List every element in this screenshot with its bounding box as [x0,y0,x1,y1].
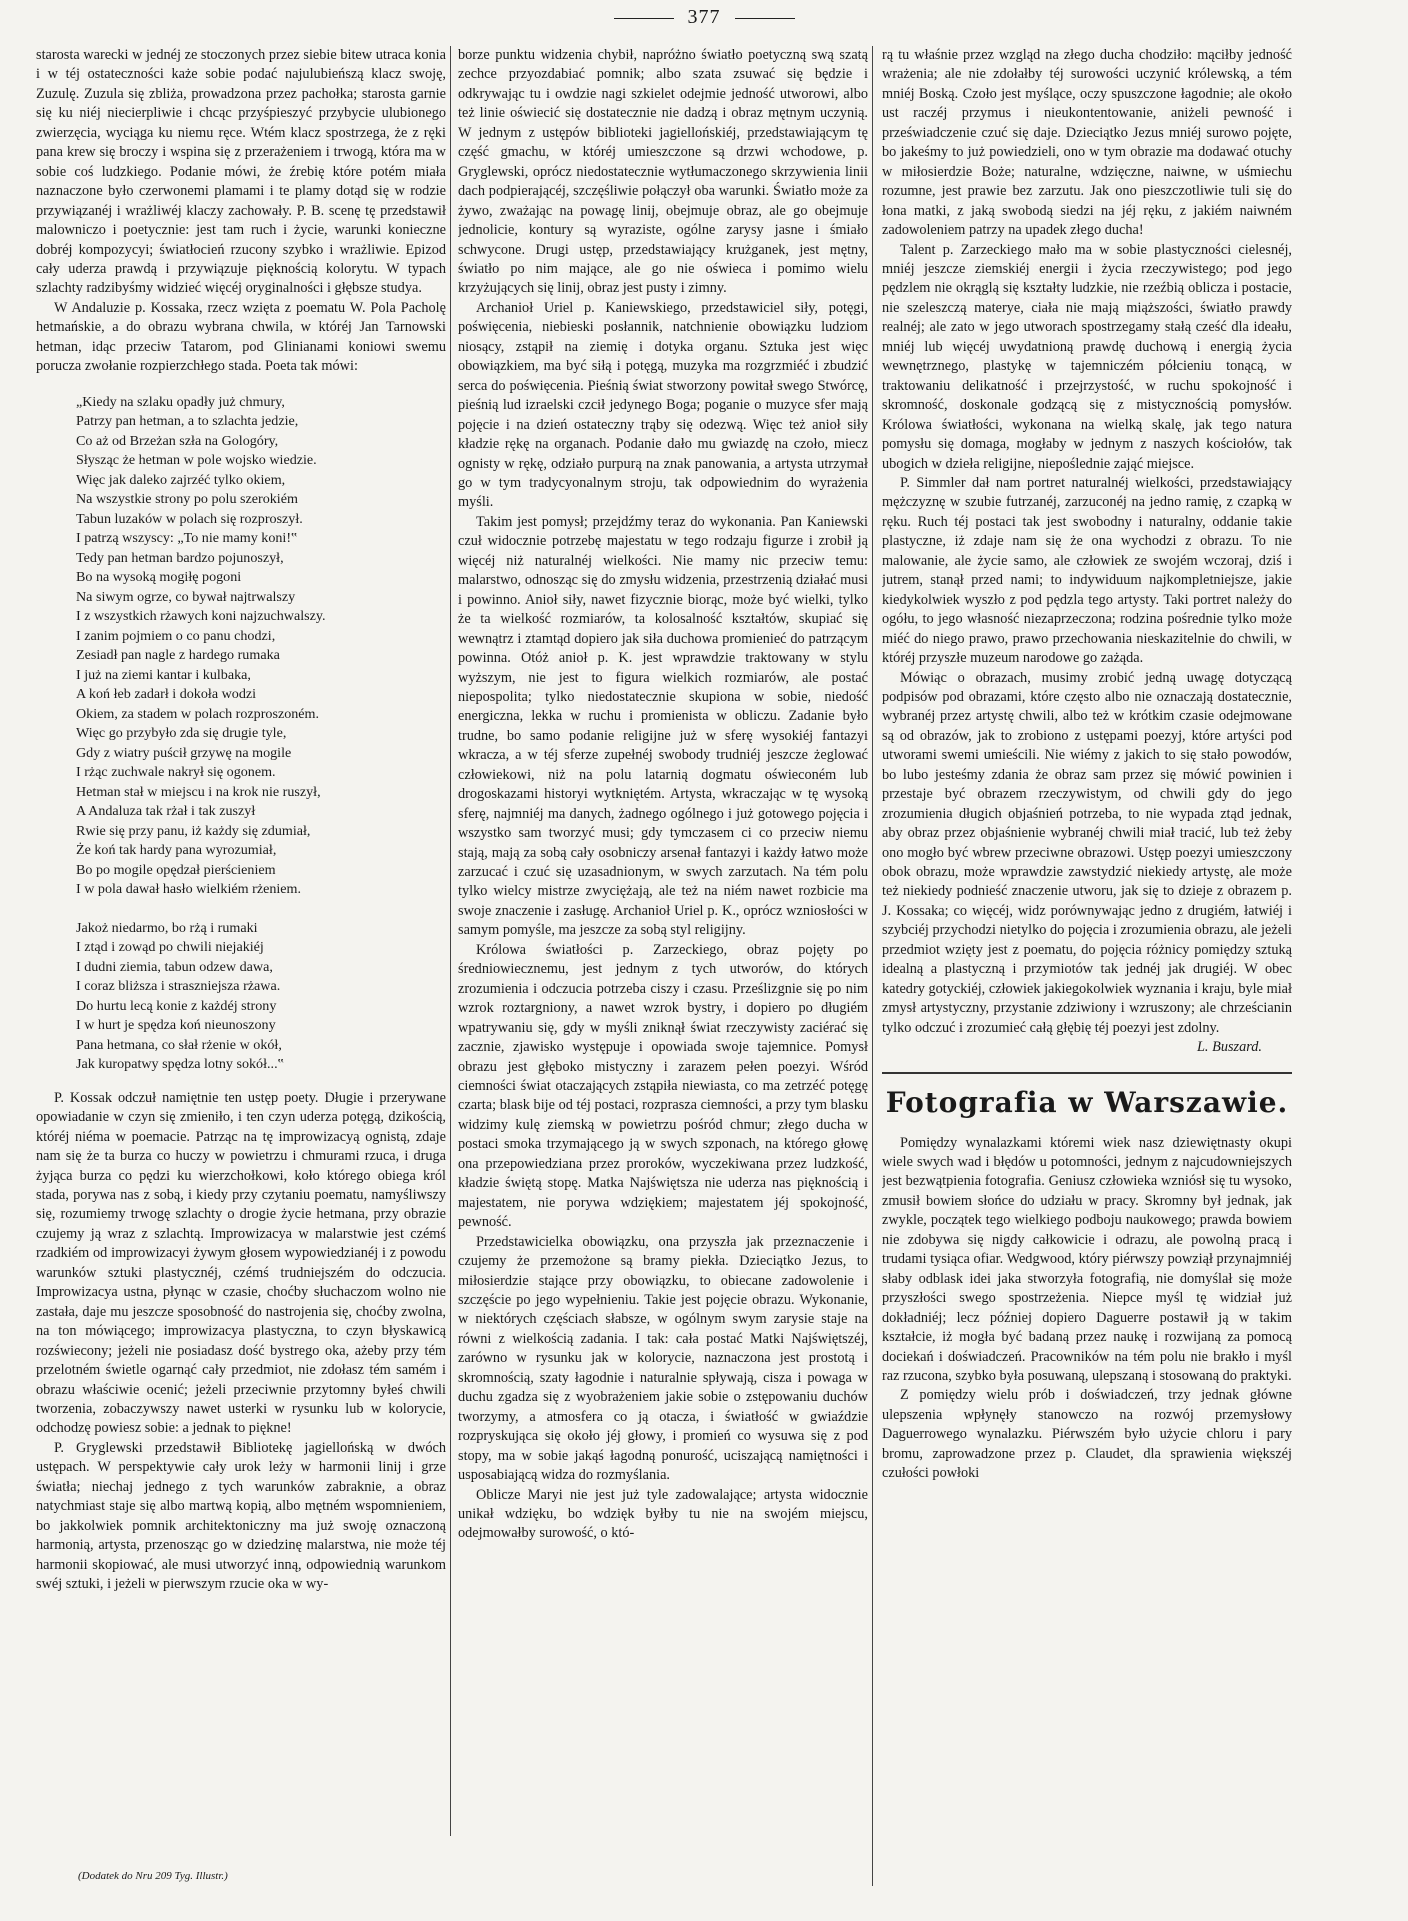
column-divider [872,46,873,1886]
poem-line: A koń łeb zadarł i dokoła wodzi [76,686,257,703]
paragraph: Mówiąc o obrazach, musimy zrobić jedną uwagę dotyczącą podpisów pod obrazami, które często albo nie oznaczają dostatecznie, wybranéj przez artystę chwili, albo też w krótkim czasie odejmowane są od obrazów, jak to zrobiono z ustępami poezyj, które artyści pod utworami swemi umieścili. Nie wiémy z jakich to się stało powodów, bo lubo jesteśmy zdania że obraz sam przez się mówić powinien i przestaje być obrazem rzeczywistym, od chwili gdy do jego zrozumienia długich objaśnień potrzeba, to nie wypada ztąd jednak, aby obraz przez objaśnienie wybranéj chwili miał tracić, lub też żeby ono mogło być wbrew przeciwne obrazowi. Ustęp poezyi umieszczony obok obrazu, może wprawdzie zawstydzić niekiedy artystę, ale może też niekiedy podnieść znaczenie utworu, jak się to dzieje z obrazem p. J. Kossaka; co więcéj, widz porównywając jedno z drugiém, łatwiéj i szybciéj przychodzi nietylko do pojęcia i zrozumienia obrazu, ale jeżeli przedmiot wzięty jest z poematu, do pojęcia różnicy pomiędzy sztuką idealną a plastyczną i przymiotów tak jednéj jak drugiéj. W obec katedry gotyckiéj, człowiek jakiegokolwiek wyznania i kraju, byle miał zmysł artystyczny, przystanie zdziwiony i wzruszony; ale chrześcianin tylko odczuć i zrozumieć całą głębię téj poezyi jest zdolny. [882,669,1292,1036]
poem-line: Tabun luzaków w polach się rozproszył. [76,510,303,527]
poem-line: Okiem, za stadem w polach rozproszoném. [76,705,320,722]
poem-line: Co aż od Brzeżan szła na Gologóry, [76,432,279,449]
paragraph: P. Gryglewski przedstawił Bibliotekę jagiellońską w dwóch ustępach. W perspektywie cały urok leży w harmonii linij i grze światła; niechaj jednego z tych warunków zabraknie, a obraz natychmiast staje się albo martwą kopią, albo mętném wspomnieniem, bo jakkolwiek pomnik architektoniczny ma już swoję oznaczoną harmonią, artysta, przenosząc go w dziedzinę malarstwa, nie może téj harmonii skopiować, ale musi utworzyć inną, odpowiednią warunkom swéj sztuki, i jeżeli w pierwszym rzucie oka w wy- [36,1439,446,1593]
paragraph: P. Kossak odczuł namiętnie ten ustęp poety. Długie i przerywane opowiadanie w czyn się zmieniło, i ten czyn uderza potęgą, dzikością, któréj niéma w poemacie. Patrząc na tę improwizacyą ognistą, zdaje nam się że ta burza co huczy w powietrzu i chmurami rzuca, i druga żyjąca burza co pędzi ku wierzchołkowi, koło którego obiega król stada, porywa nas z sobą, i kiedy przy czytaniu poematu, namyśliwszy się, rozumiemy trwogę szlachty o drogie życie hetmana, przy obrazie czujemy ją wraz z szlachtą. Improwizacya w malarstwie jest czémś rzadkiém od improwizacyi żywym głosem wypowiedzianéj i z powodu warunków sztuki plastycznéj, czémś trudniejszém do odczucia. Improwizacya ustna, płynąc w czasie, choćby słuchaczom wolno nie zastała, daje mu jeszcze sposobność do nastrojenia się, choćby zwolna, na ton mówiącego; improwizacya plastyczna, to czyn błyskawicą rozświecony; jeżeli nie posiadasz dość bystrego oka, ażeby przy tém przelotném świetle ogarnąć cały przedmiot, nie zdołasz tém samém i obrazu właściwie ocenić; jeżeli przeciwnie przytomny byłeś chwili tworzenia, zobaczywszy nawet usterki w rysunku lub w kolorycie, odchodzę powiesz sobie: a jednak to piękne! [36,1089,446,1437]
paragraph: Pomiędzy wynalazkami któremi wiek nasz dziewiętnasty okupi wiele swych wad i błędów u potomności, jednym z najcudowniejszych jest bezwątpienia fotografia. Geniusz człowieka wzniósł się tu wysoko, zmusił bowiem słońce do udziału w pracy. Skromny był jednak, jak zwykle, początek tego wielkiego podboju naukowego; prawda bowiem nie zdobywa się nigdy całkowicie i odrazu, ale powolną pracą i trudami tysiąca ofiar. Wedgwood, który piérwszy powziął przynajmniéj słaby odblask idei jaka stworzyła fotografią, nie domyślał się może przyszłości swego spostrzeżenia. Niepce myśl tę widział już dokładniéj; lecz później dopiero Daguerre postawił ją w takim kształcie, iż mogła być badaną przez naukę i rozwijaną za pomocą dociekań i doświadczeń. Pracowników na tém polu nie brakło i myśl raz rzucona, szybko była posuwaną, ulepszaną i stosowaną do praktyki. [882,1134,1292,1384]
poem-line: Zesiadł pan nagle z hardego rumaka [76,647,280,664]
poem-line: „Kiedy na szlaku opadły już chmury, [76,393,285,410]
poem-line: Że koń tak hardy pana wyrozumiał, [76,842,277,859]
poem-line: Słysząc że hetman w pole wojsko wiedzie. [76,452,317,469]
paragraph: Królowa światłości p. Zarzeckiego, obraz pojęty po średniowiecznemu, jest jednym z tych utworów, do których zrozumienia i odczucia potrzeba ciszy i czasu. Prześlizgnie się po nim wzrok roztargniony, a nawet wzrok bystry, i dopiero po długiém wpatrywaniu się, gdy w myśli zniknął świat rzeczywisty zaciérać się zacznie, zjawisko występuje i opowiada swoje tajemnice. Pomysł obrazu jest głęboko mistyczny i zarazem pełen poezyi. Wśród ciemności świat otaczających zstąpiła niewiasta, co ma zetrzéć potęgę czarta; blask bije od téj postaci, rozprasza ciemności, a przy tym blasku widzimy kulę ziemską w powietrzu pośród chmur; złego ducha w postaci smoka trzymającego ją w swych szponach, na którego głowę ona przepowiedziana przez proroków, wyczekiwana przez ludzkość, kładzie świętą stopę. Matka Najświętsza nie uderza nas pięknością i majestatem, nie porywa wdziękiem; majestatem jéj spokojność, pewność. [458,941,868,1231]
stanza-break [76,900,446,919]
poem-line: Więc go przybyło zda się drugie tyle, [76,725,287,742]
poem-line: Na siwym ogrze, co bywał najtrwalszy [76,588,296,605]
poem-line: I ztąd i zowąd po chwili niejakiéj [76,939,264,956]
poem-line: Więc jak daleko zajrzéć tylko okiem, [76,471,286,488]
poem-line: Do hurtu lecą konie z każdéj strony [76,997,277,1014]
paragraph: Archanioł Uriel p. Kaniewskiego, przedstawiciel siły, potęgi, poświęcenia, niebieski posłannik, natchnienie obowiązku ludziom niosący, zstąpił na ziemię i dotyka organu. Sztuka jest więc obowiązkiem, ma być siłą i potęgą, muzyka ma rozgrzmiéć i zbudzić serca do poświęcenia. Pieśnią świat stworzony powitał swego Stwórcę, pieśnią lud izraelski czcił jedynego Boga; poganie o muzyce sfer mają pojęcie i na dzień ostateczny trąby się odezwą. Więc też anioł siły kładzie rękę na organach. Podanie dało mu gwiazdę na czoło, miecz ognisty w rękę, odziało purpurą na znak panowania, a artysta utrzymał go w tym tradycyonalnym stroju, tak odpowiednim do wyrażenia myśli. [458,299,868,511]
poem-line: Gdy z wiatry puścił grzywę na mogile [76,744,292,761]
text-column-3 [882,46,1292,1886]
poem-line: I w hurt je spędza koń nieunoszony [76,1017,276,1034]
poem-line: Jakoż niedarmo, bo rżą i rumaki [76,919,258,936]
article-author: L. Buszard. [1196,1039,1262,1056]
paragraph: borze punktu widzenia chybił, napróżno światło poetyczną swą szatą zechce przyozdabiać pomnik; albo szata zsuwać się będzie i odkrywając tu i owdzie nagi szkielet odejmie jedność utworowi, albo też linie oświecić się dostatecznie nie dadzą i obraz mętnym uczynią. W jednym z ustępów biblioteki jagiellońskiéj, przedstawiającym tę część gmachu, w któréj umieszczone są drzwi wchodowe, p. Gryglewski, oprócz niedostatecznie wytłumaczonego skrzywienia linii dach podpierającéj, szczęśliwie połączył oba warunki. Światło może za żywo, zważając na powagę linij, obejmuje obraz, ale go obejmuje jednolicie, kontury są wyraziste, ogólne zarysy jasne i śmiało schwycone. Drugi ustęp, przedstawiający krużganek, jest mętny, światło po nim mające, ale go nie oświeca i pomimo wielu krzyżujących się linij, obraz jest pusty i zimny. [458,47,868,297]
poem-line: I coraz bliższa i straszniejsza rżawa. [76,978,281,995]
text-column-1 [36,46,446,1826]
column-divider [450,46,451,1836]
poem-line: Rwie się przy panu, iż każdy się zdumiał, [76,822,311,839]
paragraph: Oblicze Maryi nie jest już tyle zadowalające; artysta widocznie unikał wdzięku, bo wdzięk byłby tu nie na swojém miejscu, odejmowałby surowość, o któ- [458,1486,868,1542]
poem-line: Hetman stał w miejscu i na krok nie ruszył, [76,783,321,800]
page-number-text: 377 [687,6,721,28]
supplement-footnote: (Dodatek do Nru 209 Tyg. Illustr.) [78,1870,228,1882]
page-number-right-rule [735,18,795,19]
poem-line: Na wszystkie strony po polu szerokiém [76,491,298,508]
paragraph: Talent p. Zarzeckiego mało ma w sobie plastyczności cielesnéj, mniéj jeszcze ziemskiéj energii i życia rzeczywistego; pod jego pędzlem nie okrąglą się kształty ludzkie, nie rzeźbią oblicza i postacie, nie szeleszczą materye, ciała nie mają miąższości, światło prawdy realnéj; ale zato w jego utworach spostrzegamy stałą cześć dla ideału, mniéj lub więcéj uwydatnioną prawdę duchową i energią życia wewnętrznego, plastykę w tajemniczém półcieniu tonącą, w traktowaniu delikatność i przejrzystość, w ruchu spokojność i skromność, doskonale godzącą się z mistycznością pomysłów. Królowa światłości, wykonana na wielką skalę, jak tego natura pomysłu się domaga, mogłaby w jednym z naszych kościołów, tak ubogich w dzieła religijne, niepoślednie zająć miejsce. [882,241,1292,472]
poem-line: I dudni ziemia, tabun odzew dawa, [76,958,273,975]
poem-line: Tedy pan hetman bardzo pojunoszył, [76,549,284,566]
page-number [0,6,1408,29]
poem-line: Bo po mogile opędzał pierścieniem [76,861,276,878]
paragraph: rą tu właśnie przez wzgląd na złego ducha chodziło: mąciłby jedność wrażenia; ale nie zdołałby téj surowości uczynić królewską, a tém mniéj Boską. Czoło jest myślące, oczy spuszczone łagodnie; ale około ust raczéj przymus i nieukontentowanie, aniżeli pewność i przeświadczenie czuć się daje. Dzieciątko Jezus mniéj surowo pojęte, bo jakeśmy to już powiedzieli, ono w tym obrazie ma dodawać otuchy w miłosierdzie Boże; naturalne, wdzięczne, naiwne, w uśmiechu rozumne, jest prawie bez zarzutu. Jak ono pieszczotliwie tuli się do łona matki, z jaką swobodą siedzi na jéj ręku, z jakiém naiwném zadowoleniem patrzy na upadek złego ducha! [882,47,1292,239]
paragraph: Z pomiędzy wielu prób i doświadczeń, trzy jednak główne ulepszenia wpłynęły stanowczo na rozwój przemysłowy Daguerrowego wynalazku. Piérwszém było użycie chloru i pary bromu, zaprowadzone przez p. Claudet, dla sprawienia większéj czułości powłoki [882,1387,1292,1482]
section-title: Fotografia w Warszawie. [885,1085,1289,1119]
paragraph: starosta warecki w jednéj ze stoczonych przez siebie bitew utraca konia i w téj ostateczności każe sobie podać najulubieńszą klacz swoję, Zuzulę. Zuzula się zbliża, prowadzona przez pachołka; starosta garnie się ku niéj niecierpliwie i chcąc przyśpieszyć przybycie ulubionego zwierzęcia, wyciąga ku niemu ręce. Wtém klacz spostrzega, że z ręki pana krew się broczy i wspina się z przerażeniem i trwogą, która ma w sobie coś ludzkiego. Podanie mówi, że źrebię które potém miała naznaczone było czerwonemi plamami i te plamy dotąd się w rodzie przywiązanéj i wrażliwéj klaczy zachowały. P. B. scenę tę przedstawił malowniczo i poetycznie: jest tam ruch i życie, warunki konieczne dobréj kompozycyi; światłocień rzucony szybko i wrażliwie. Epizod cały uderza prawdą i przywiązuje pięknością kolorytu. W typach szlachty radzibyśmy widzieć więcéj oryginalności i głębsze studya. [36,47,446,297]
poem-line: I patrzą wszyscy: „To nie mamy koni!‟ [76,530,298,547]
poem-line: Bo na wysoką mogiłę pogoni [76,569,242,586]
poem-line: I z wszystkich rżawych koni najzuchwalszy. [76,608,326,625]
poem-line: Patrzy pan hetman, a to szlachta jedzie, [76,413,299,430]
page-number-left-rule [614,18,674,19]
poem-line: I rżąc zuchwale nakrył się ogonem. [76,764,276,781]
poem-line: I w pola dawał hasło wielkiém rżeniem. [76,881,302,898]
paragraph: W Andaluzie p. Kossaka, rzecz wzięta z poematu W. Pola Pacholę hetmańskie, a do obrazu wybrana chwila, w któréj Jan Tarnowski hetman, idąc przeciw Tatarom, pod Glinianami koniowi swemu porucza zwołanie rozpierzchłego stada. Poeta tak mówi: [36,299,446,375]
paragraph: Przedstawicielka obowiązku, ona przyszła jak przeznaczenie i czujemy że przemożone są bramy piekła. Dzieciątko Jezus, to miłosierdzie stające przy obowiązku, to obiecane zadowolenie i szczęście po jego wypełnieniu. Takie jest pojęcie obrazu. Wykonanie, w niektórych częściach słabsze, w ogólnym swym zarysie staje na równi z wielkością zadania. I tak: cała postać Matki Najświętszéj, zarówno w rysunku jak w kolorycie, naznaczona jest prostotą i skromnością, szaty łagodnie i naturalnie spływają, cisza i powaga w duchu zgadza się z wyobrażeniem jakie sobie o zstępowaniu duchów tworzymy, a atmosfera co ją otacza, i światłość w gwiaździe rozpryskująca się około jéj głowy, i promień co wysuwa się z pod stopy, ma w sobie jakąś łagodną ponurość, uciszającą namiętności i usposabiającą widza do rozmyślania. [458,1233,868,1484]
text-column-2 [458,46,868,1886]
poem-line: Jak kuropatwy spędza lotny sokół...‟ [76,1056,284,1073]
paragraph: Takim jest pomysł; przejdźmy teraz do wykonania. Pan Kaniewski czuł widocznie potrzebę majestatu w tego rodzaju figurze i zrobił ją więcéj niż naturalnéj wielkości. Nie mamy nic przeciw temu: malarstwo, odnosząc się do zmysłu widzenia, przestrzenią działać musi i powinno. Anioł siły, nawet fizycznie biorąc, może być wielki, tylko że ta wielkość rozmiarów, ta kolosalność kształtów, skupiać się wewnątrz i ztamtąd dopiero jak siła duchowa promienieć do patrzącym powinna. Otóż anioł p. K. jest wprawdzie traktowany w stylu wyższym, nie jest to figura wielkich rozmiarów, ale postać niepospolita; tylko niedostatecznie skupiona w sobie, niedość energiczna, lekka w ruchu i promienista w obliczu. Zadanie było trudne, bo samo podanie religijne już w sferę wysokiéj fantazyi wkracza, a w téj sferze zupełnéj swobody trudniéj jeszcze żeglować człowiekowi, niż na polu latarnią dogmatu oświeconém lub drogoskazami historyi wytkniętém. Artysta, wkraczając w tę wysoką sferę, najmniéj ma danych, żadnego ogólnego i już gotowego pojęcia i wszystko sam tworzyć musi; gdy tymczasem ci co przeciw niemu stają, mają za sobą cały osobniczy arsenał fantazyi i każdy łatwo może zarzucać i czuć się uzasadnionym, w swych zarzutach. Na tém polu tylko wielcy mistrze zwyciężają, ale też na niém nawet rozbicie ma swoje znaczenie i zasługę. Archanioł Uriel p. K., oprócz wzniosłości w samym pomyśle, ma jeszcze za sobą styl religijny. [458,513,868,939]
poem-line: A Andaluza tak rżał i tak zuszył [76,803,256,820]
section-divider [882,1072,1292,1074]
paragraph: P. Simmler dał nam portret naturalnéj wielkości, przedstawiający mężczyznę w szubie futrzanéj, zarzuconéj na jedno ramię, z czapką w ręku. Ruch téj postaci tak jest swobodny i naturalny, oddanie takie plastyczne, iż zdaje nam się że ona wychodzi z obrazu. To nie malowanie, ale życie samo, ale człowiek ze swojém wczoraj, dziś i jutrem, stanął przed nami; to indywiduum najkompletniejsze, jakie kiedykolwiek wyszło z pod pędzla tego artysty. Taki portret należy do ogółu, to jego własność niezaprzeczona; rodzina pośrednie tylko może miéć do niego prawo, prawo przechowania nieskazitelnie do chwili, w któréj przyszłe muzeum narodowe go zażąda. [882,474,1292,667]
poem-line: I zanim pojmiem o co panu chodzi, [76,627,276,644]
poem-line: Pana hetmana, co słał rżenie w okół, [76,1036,282,1053]
poem-line: I już na ziemi kantar i kulbaka, [76,666,251,683]
poem-quote [76,393,446,1075]
